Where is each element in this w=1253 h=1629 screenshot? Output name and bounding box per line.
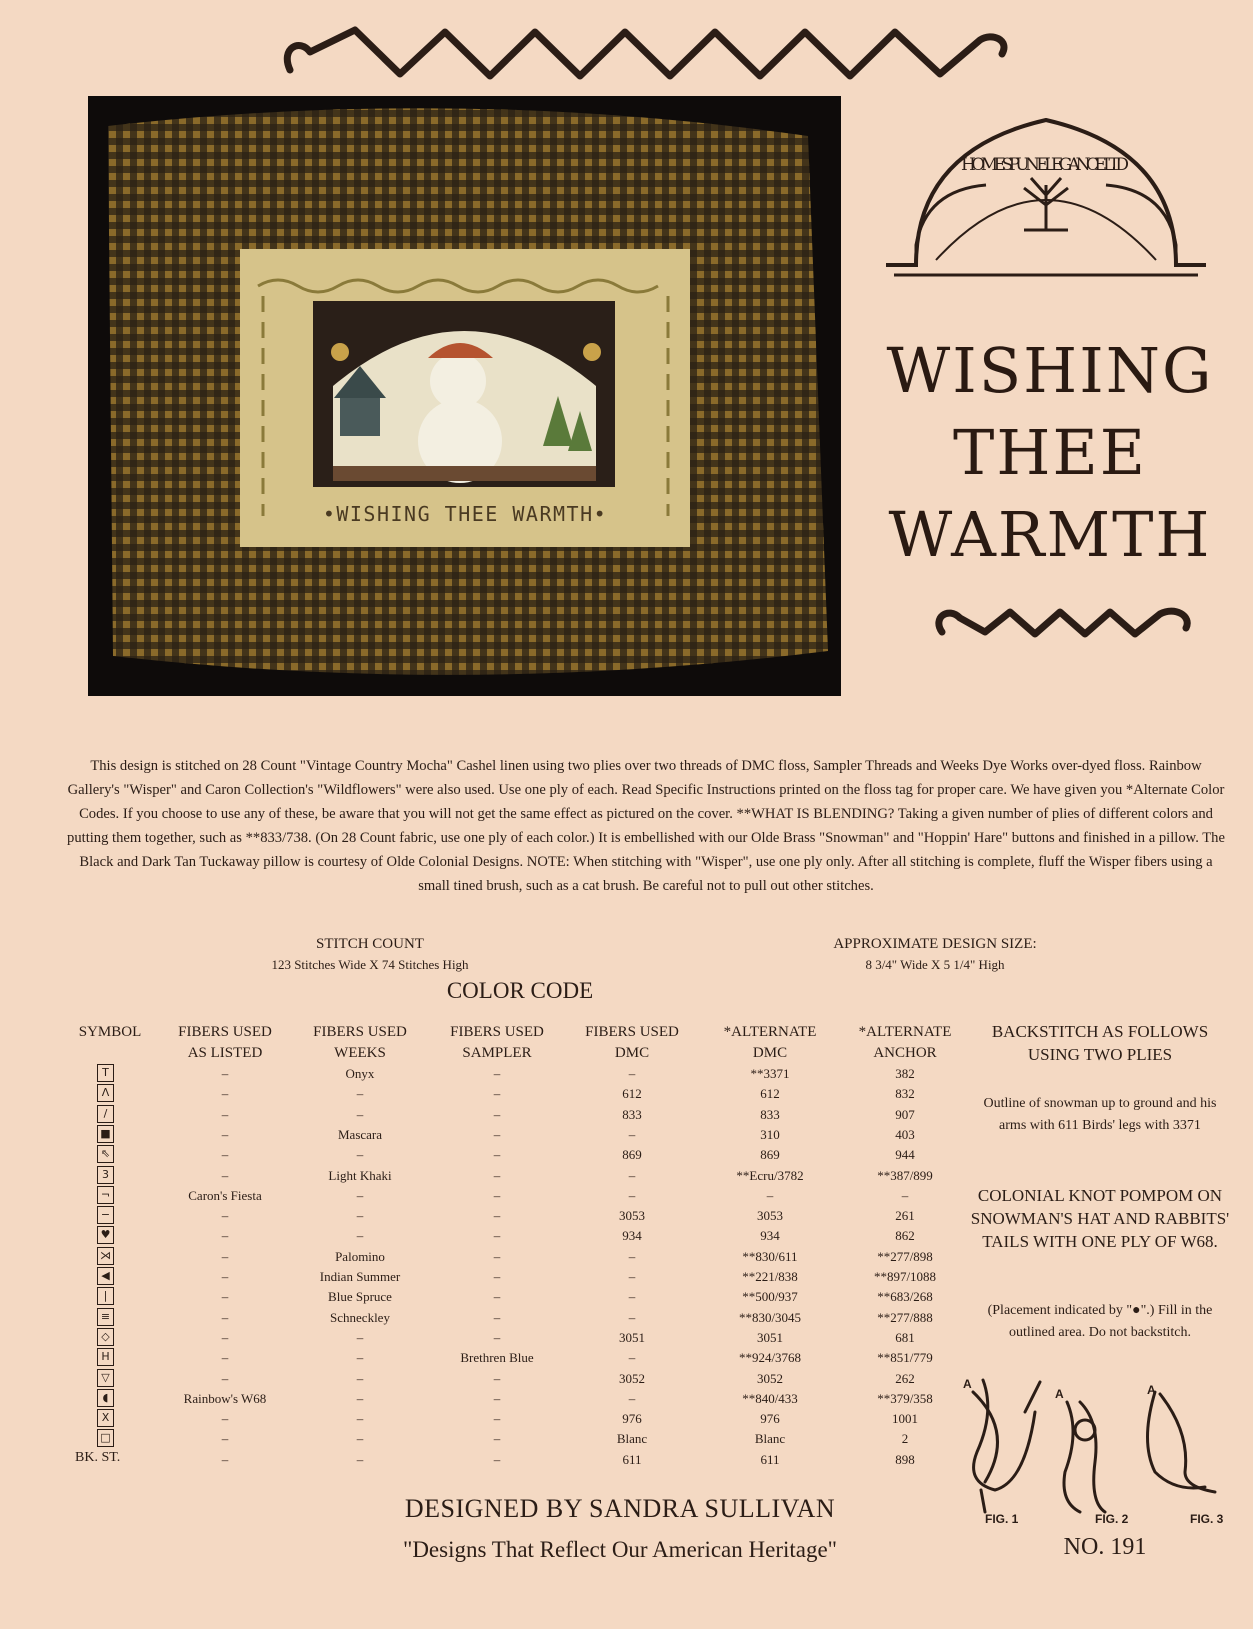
sampler-cell: – [493, 1289, 501, 1305]
fig3-label-a: A [1147, 1383, 1156, 1397]
alt-dmc-cell: **Ecru/3782 [736, 1167, 804, 1183]
dmc-cell: – [628, 1167, 636, 1183]
stitch-count [180, 933, 560, 975]
alt-dmc-cell: 3053 [757, 1208, 783, 1224]
listed-cell: – [221, 1350, 229, 1366]
header-sampler-line2: SAMPLER [462, 1045, 532, 1061]
design-size-label: APPROXIMATE DESIGN SIZE: [833, 936, 1037, 952]
top-zigzag-ornament [280, 18, 1020, 88]
color-code-title: COLOR CODE [446, 978, 594, 1003]
stitch-count-value: 123 Stitches Wide X 74 Stitches High [271, 957, 469, 972]
dmc-cell: 3052 [619, 1370, 645, 1386]
header-sampler-line1: FIBERS USED [450, 1024, 544, 1040]
column-alt-anchor [840, 1064, 970, 1474]
chart-symbol: ⇖ [97, 1145, 114, 1163]
dmc-cell: – [628, 1269, 636, 1284]
listed-cell: – [221, 1126, 229, 1142]
dmc-cell: – [628, 1248, 636, 1264]
chart-symbol: ▽ [97, 1369, 114, 1387]
backstitch-text: Outline of snowman up to ground and his arms with 611 Birds' legs with 3371 [983, 1096, 1217, 1133]
header-symbol: SYMBOL [78, 1024, 142, 1040]
header-weeks-line1: FIBERS USED [313, 1024, 407, 1040]
column-alt-dmc [705, 1064, 835, 1474]
listed-cell: – [221, 1370, 229, 1386]
alt-dmc-cell: **500/937 [742, 1289, 798, 1305]
header-listed-line1: FIBERS USED [178, 1024, 272, 1040]
dmc-cell: – [628, 1309, 636, 1325]
dmc-cell: – [628, 1126, 636, 1142]
chart-symbol: 3 [97, 1166, 114, 1184]
title-line-2: THEE [953, 416, 1147, 489]
alt-anchor-cell: 262 [895, 1370, 915, 1386]
sampler-cell: – [493, 1086, 501, 1102]
tagline: "Designs That Reflect Our American Heritage" [402, 1537, 838, 1562]
dmc-cell: 833 [622, 1106, 642, 1122]
alt-anchor-cell: **379/358 [877, 1390, 933, 1406]
weeks-cell: Mascara [337, 1126, 383, 1142]
header-weeks [300, 1022, 420, 1064]
alt-anchor-cell: 261 [895, 1208, 915, 1224]
header-alt-anchor-line2: ANCHOR [873, 1045, 937, 1061]
instructions-paragraph: This design is stitched on 28 Count "Vintage Country Mocha" Cashel linen using two plies over two threads of DMC floss, Sampler Threads and Weeks Dye Works over-dyed floss. Rainbow Gallery's "Wisper" and Caron Collection's "Wildflowers" were also used. Use one ply of each. Read Specific Instructions printed on the floss tag for proper care. We have given you *Alternate Color Codes. If you choose to use any of these, be aware that you will not get the same effect as pictured on the cover. **WHAT IS BLENDING? Taking a given number of plies of different colors and putting them together, such as **833/738. (On 28 Count fabric, use one ply of each color.) It is embellished with our Olde Brass "Snowman" and "Hoppin' Hare" buttons and finished in a pillow. The Black and Dark Tan Tuckaway pillow is courtesy of Olde Colonial Designs. NOTE: When stitching with "Wisper", use one ply only. After all stitching is complete, fluff the Wisper fibers using a small tined brush, such as a cat brush. Be careful not to pull out other stitches. [67, 758, 1225, 894]
dmc-cell: 976 [622, 1411, 642, 1427]
dmc-cell: 611 [622, 1451, 642, 1467]
chart-symbol: ♥ [97, 1226, 114, 1244]
sampler-cell: Brethren Blue [460, 1350, 534, 1366]
alt-anchor-cell: 832 [895, 1086, 915, 1102]
chart-symbol: / [97, 1105, 114, 1123]
design-size [780, 933, 1090, 975]
dmc-cell: – [628, 1350, 636, 1366]
sampler-cell: – [493, 1228, 501, 1244]
alt-anchor-cell: 403 [895, 1126, 915, 1142]
alt-anchor-cell: – [901, 1187, 909, 1203]
weeks-cell: – [356, 1147, 364, 1163]
sampler-cell: – [493, 1309, 501, 1325]
dmc-cell: Blanc [616, 1431, 648, 1447]
chart-symbol: ■ [97, 1125, 114, 1143]
sampler-cell: – [493, 1390, 501, 1406]
sampler-cell: – [493, 1248, 501, 1264]
listed-cell: Caron's Fiesta [188, 1187, 262, 1203]
chart-symbol: ¬ [97, 1186, 114, 1204]
alt-anchor-cell: 681 [895, 1329, 915, 1345]
dmc-cell: 869 [622, 1147, 642, 1163]
pillow-photo [88, 96, 841, 696]
dmc-cell: – [628, 1066, 636, 1081]
symbol-column [94, 1064, 118, 1464]
chart-symbol: T [97, 1064, 114, 1082]
listed-cell: – [221, 1451, 229, 1467]
alt-dmc-cell: 869 [760, 1147, 780, 1163]
alt-anchor-cell: **277/898 [877, 1248, 933, 1264]
sampler-cell: – [493, 1269, 501, 1284]
weeks-cell: – [356, 1431, 364, 1447]
alt-anchor-cell: **683/268 [877, 1289, 933, 1305]
design-size-value: 8 3/4" Wide X 5 1/4" High [865, 957, 1005, 972]
sampler-cell: – [493, 1167, 501, 1183]
sampler-cell: – [493, 1106, 501, 1122]
listed-cell: – [221, 1431, 229, 1447]
alt-dmc-cell: **221/838 [742, 1269, 798, 1284]
sampler-cell: – [493, 1329, 501, 1345]
pattern-title [880, 330, 1220, 576]
chart-symbol: Λ [97, 1084, 114, 1102]
weeks-cell: – [356, 1187, 364, 1203]
header-alt-dmc-line2: DMC [752, 1045, 788, 1061]
listed-cell: Rainbow's W68 [183, 1390, 267, 1406]
alt-dmc-cell: 833 [760, 1106, 780, 1122]
sampler-cell: – [493, 1431, 501, 1447]
weeks-cell: Light Khaki [328, 1167, 392, 1183]
chart-symbol: − [97, 1206, 114, 1224]
sampler-cell: – [493, 1370, 501, 1386]
header-listed [165, 1022, 285, 1064]
alt-dmc-cell: 612 [760, 1086, 780, 1102]
weeks-cell: – [356, 1329, 364, 1345]
fig2-label: FIG. 2 [1095, 1512, 1129, 1526]
alt-dmc-cell: 611 [760, 1451, 780, 1467]
dmc-cell: – [628, 1289, 636, 1305]
alt-dmc-cell: **830/3045 [738, 1309, 802, 1325]
listed-cell: – [221, 1411, 229, 1427]
listed-cell: – [221, 1269, 229, 1284]
backstitch-row-label: BK. ST. [75, 1450, 121, 1465]
fig1-label: FIG. 1 [985, 1512, 1019, 1526]
homespun-elegance-logo [876, 90, 1216, 290]
fig1-label-a: A [963, 1377, 972, 1391]
sampler-text: •WISHING THEE WARMTH• [322, 502, 608, 526]
column-sampler [437, 1064, 557, 1474]
column-dmc [572, 1064, 692, 1474]
weeks-cell: – [356, 1350, 364, 1366]
header-dmc [572, 1022, 692, 1064]
weeks-cell: – [356, 1208, 364, 1224]
header-listed-line2: AS LISTED [187, 1045, 263, 1061]
alt-anchor-cell: 862 [895, 1228, 915, 1244]
listed-cell: – [221, 1289, 229, 1305]
sampler-cell: – [493, 1451, 501, 1467]
dmc-cell: 934 [622, 1228, 642, 1244]
listed-cell: – [221, 1228, 229, 1244]
listed-cell: – [221, 1208, 229, 1224]
weeks-cell: Indian Summer [319, 1269, 401, 1284]
backstitch-title: BACKSTITCH AS FOLLOWS USING TWO PLIES [991, 1022, 1209, 1064]
listed-cell: – [221, 1106, 229, 1122]
alt-dmc-cell: – [766, 1187, 774, 1203]
small-zigzag-ornament [930, 598, 1205, 648]
chart-symbol: ◖ [97, 1389, 114, 1407]
header-alt-dmc [705, 1022, 835, 1064]
weeks-cell: Palomino [335, 1248, 385, 1264]
weeks-cell: Schneckley [330, 1309, 390, 1325]
colonial-knot-text: (Placement indicated by "●".) Fill in the outlined area. Do not backstitch. [987, 1303, 1213, 1340]
listed-cell: – [221, 1167, 229, 1183]
chart-symbol: ≡ [97, 1308, 114, 1326]
weeks-cell: Blue Spruce [328, 1289, 392, 1305]
title-line-1: WISHING [886, 334, 1214, 407]
listed-cell: – [221, 1066, 229, 1081]
sampler-cell: – [493, 1147, 501, 1163]
stitch-count-label: STITCH COUNT [316, 936, 424, 952]
fig2-label-a: A [1055, 1387, 1064, 1401]
designer-credit: DESIGNED BY SANDRA SULLIVAN [404, 1494, 836, 1523]
column-weeks [300, 1064, 420, 1474]
sampler-cell: – [493, 1066, 501, 1081]
fig3-label: FIG. 3 [1190, 1512, 1224, 1526]
chart-symbol: | [97, 1287, 114, 1305]
header-dmc-line1: FIBERS USED [585, 1024, 679, 1040]
colonial-knot-title: COLONIAL KNOT POMPOM ON SNOWMAN'S HAT AND RABBITS' TAILS WITH ONE PLY OF W68. [970, 1186, 1230, 1251]
chart-symbol: ◀ [97, 1267, 114, 1285]
sampler-cell: – [493, 1411, 501, 1427]
header-alt-anchor [840, 1022, 970, 1064]
alt-dmc-cell: 976 [760, 1411, 780, 1427]
alt-dmc-cell: **840/433 [742, 1390, 798, 1406]
header-sampler [437, 1022, 557, 1064]
weeks-cell: Onyx [345, 1066, 375, 1081]
alt-anchor-cell: 2 [901, 1431, 909, 1447]
weeks-cell: – [356, 1086, 364, 1102]
weeks-cell: – [356, 1228, 364, 1244]
alt-dmc-cell: **3371 [750, 1066, 790, 1081]
sampler-cell: – [493, 1187, 501, 1203]
alt-anchor-cell: 898 [895, 1451, 915, 1467]
alt-dmc-cell: **830/611 [742, 1248, 798, 1264]
alt-anchor-cell: 907 [895, 1106, 915, 1122]
alt-dmc-cell: 310 [760, 1126, 780, 1142]
colonial-knot-figures [955, 1372, 1235, 1532]
alt-anchor-cell: **277/888 [877, 1309, 933, 1325]
dmc-cell: 612 [622, 1086, 642, 1102]
alt-anchor-cell: 1001 [892, 1411, 918, 1427]
weeks-cell: – [356, 1390, 364, 1406]
pattern-number: NO. 191 [1063, 1534, 1147, 1560]
dmc-cell: 3053 [619, 1208, 645, 1224]
alt-anchor-cell: **851/779 [877, 1350, 933, 1366]
chart-symbol: □ [97, 1429, 114, 1447]
alt-anchor-cell: 944 [895, 1147, 915, 1163]
weeks-cell: – [356, 1411, 364, 1427]
alt-anchor-cell: **387/899 [877, 1167, 933, 1183]
header-weeks-line2: WEEKS [334, 1045, 386, 1061]
alt-dmc-cell: Blanc [754, 1431, 786, 1447]
header-alt-anchor-line1: *ALTERNATE [858, 1024, 952, 1040]
title-line-3: WARMTH [888, 498, 1212, 571]
listed-cell: – [221, 1248, 229, 1264]
alt-anchor-cell: **897/1088 [873, 1269, 937, 1284]
weeks-cell: – [356, 1370, 364, 1386]
chart-symbol: X [97, 1409, 114, 1427]
header-dmc-line2: DMC [614, 1045, 650, 1061]
listed-cell: – [221, 1329, 229, 1345]
dmc-cell: 3051 [619, 1329, 645, 1345]
column-listed [165, 1064, 285, 1474]
alt-dmc-cell: 3051 [757, 1329, 783, 1345]
alt-dmc-cell: 3052 [757, 1370, 783, 1386]
header-alt-dmc-line1: *ALTERNATE [723, 1024, 817, 1040]
weeks-cell: – [356, 1106, 364, 1122]
sampler-cell: – [493, 1126, 501, 1142]
dmc-cell: – [628, 1187, 636, 1203]
chart-symbol: ◇ [97, 1328, 114, 1346]
sampler-cell: – [493, 1208, 501, 1224]
alt-anchor-cell: 382 [895, 1066, 915, 1081]
alt-dmc-cell: **924/3768 [738, 1350, 802, 1366]
listed-cell: – [221, 1086, 229, 1102]
logo-text: HOMESPUN ELEGANCE LTD [961, 155, 1131, 175]
chart-symbol: ⋊ [97, 1247, 114, 1265]
alt-dmc-cell: 934 [760, 1228, 780, 1244]
listed-cell: – [221, 1309, 229, 1325]
weeks-cell: – [356, 1451, 364, 1467]
chart-symbol: H [97, 1348, 114, 1366]
listed-cell: – [221, 1147, 229, 1163]
dmc-cell: – [628, 1390, 636, 1406]
